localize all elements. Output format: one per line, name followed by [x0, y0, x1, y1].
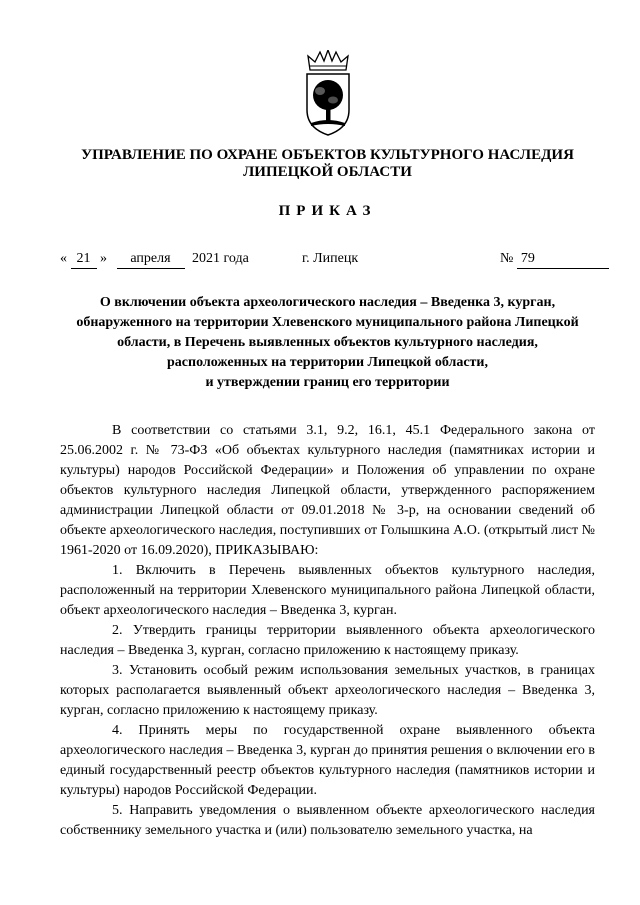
- organization-name: [60, 147, 595, 181]
- order-month: апреля: [117, 251, 185, 269]
- order-item-2: 2. Утвердить границы территории выявленного объекта археологического наследия – Введенка 3, курган, согласно приложению к настоящему приказу.: [60, 623, 595, 658]
- quote-open: «: [60, 251, 67, 266]
- subject-line-1: О включении объекта археологического наследия – Введенка 3, курган,: [99, 295, 556, 310]
- subject-line-3: области, в Перечень выявленных объектов культурного наследия,: [117, 335, 538, 350]
- order-item-1: 1. Включить в Перечень выявленных объектов культурного наследия, расположенный на территории Хлевенского муниципального района Липецкой области, объект археологического наследия – Введенка 3, курган.: [60, 563, 595, 618]
- order-item-3: 3. Установить особый режим использования земельных участков, в границах которых располагается выявленный объект археологического наследия – Введенка 3, курган, согласно приложению к настоящему приказу.: [60, 663, 595, 718]
- order-date: [60, 251, 249, 269]
- order-city: г. Липецк: [302, 251, 359, 266]
- order-number-label: №: [500, 251, 514, 266]
- quote-close: »: [100, 251, 107, 266]
- order-item-5: 5. Направить уведомления о выявленном объекте археологического наследия собственнику земельного участка и (или) пользователю земельного участка, на: [60, 803, 595, 838]
- order-body: [60, 421, 595, 841]
- preamble-paragraph: В соответствии со статьями 3.1, 9.2, 16.1, 45.1 Федерального закона от 25.06.2002 г. № 73-ФЗ «Об объектах культурного наследия (памятниках истории и культуры) народов Российской Федерации» и Положения об управлении по охране объектов культурного наследия Липецкой области, утвержденного распоряжением администрации Липецкой области от 09.01.2018 № 3-р, на основании сведений об объекте археологического наследия, поступивших от Голышкина А.О. (открытый лист № 1961-2020 от 16.09.2020), ПРИКАЗЫВАЮ:: [60, 423, 595, 558]
- subject-line-5: и утверждении границ его территории: [205, 375, 450, 390]
- coat-of-arms-icon: [302, 50, 354, 136]
- order-year: 2021 года: [192, 251, 249, 266]
- order-subject: [60, 293, 595, 393]
- subject-line-4: расположенных на территории Липецкой области,: [167, 355, 488, 370]
- organization-line-1: УПРАВЛЕНИЕ ПО ОХРАНЕ ОБЪЕКТОВ КУЛЬТУРНОГО НАСЛЕДИЯ: [81, 147, 574, 163]
- order-number-value: 79: [517, 251, 609, 269]
- order-number: [500, 251, 609, 269]
- subject-line-2: обнаруженного на территории Хлевенского муниципального района Липецкой: [76, 315, 579, 330]
- document-type-title: ПРИКАЗ: [278, 203, 377, 219]
- order-day: 21: [71, 251, 97, 269]
- organization-line-2: ЛИПЕЦКОЙ ОБЛАСТИ: [243, 164, 412, 180]
- order-item-4: 4. Принять меры по государственной охране выявленного объекта археологического наследия – Введенка 3, курган до принятия решения о включении его в единый государственный реестр объектов культурного наследия (памятников истории и культуры) народов Российской Федерации.: [60, 723, 595, 798]
